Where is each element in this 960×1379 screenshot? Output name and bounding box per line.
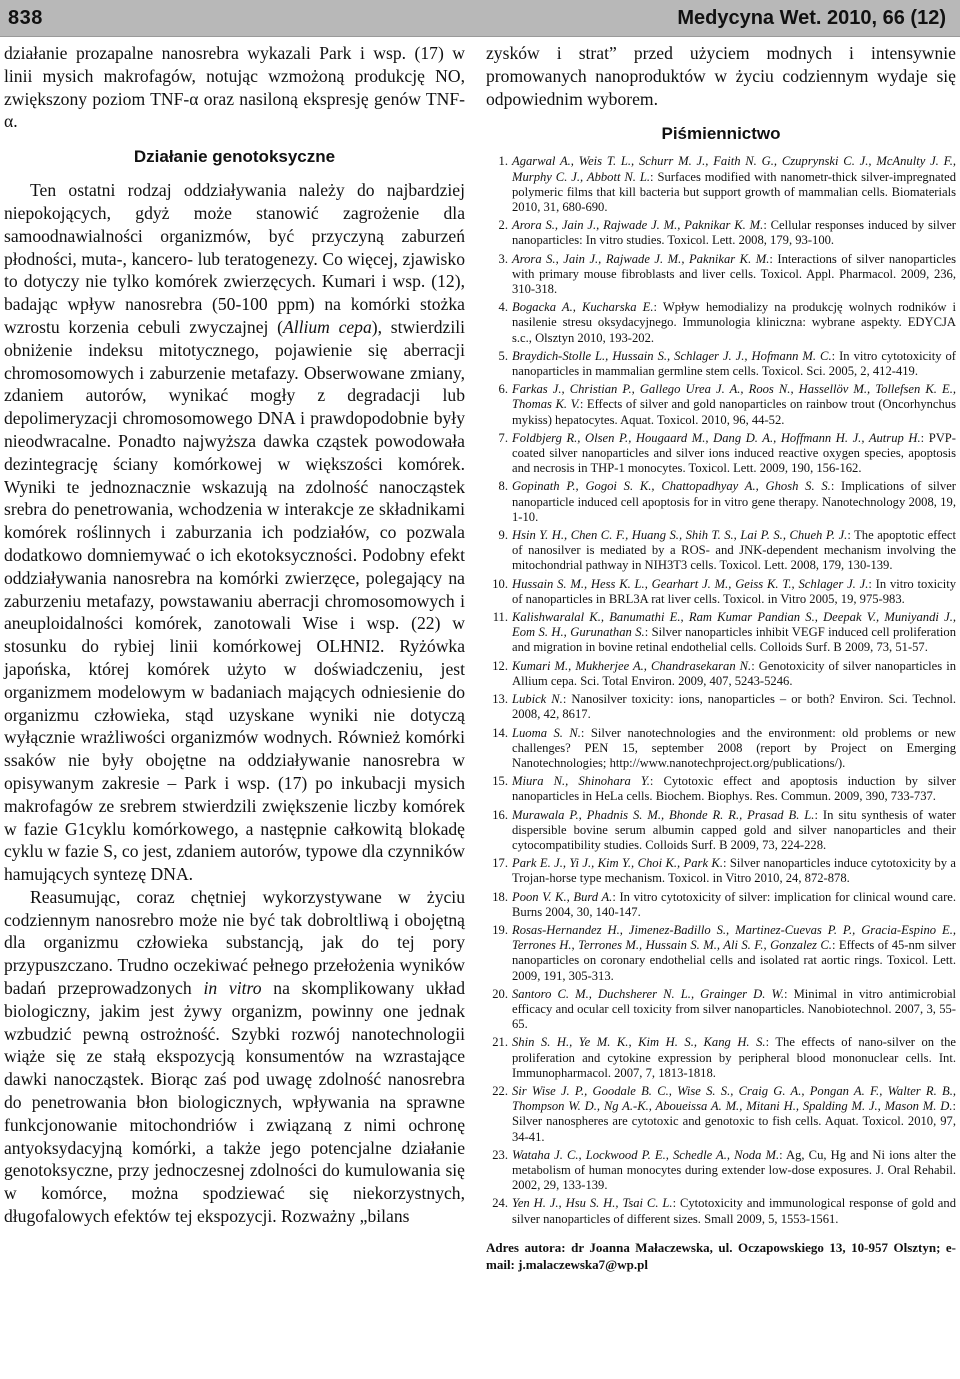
reference-authors: Bogacka A., Kucharska E. [512,300,654,315]
reference-item [486,382,956,428]
references-title: Piśmiennictwo [661,124,781,144]
reference-text [512,382,956,428]
reference-number: 21. [492,1035,508,1050]
reference-text [512,774,956,804]
reference-text [512,1148,956,1194]
reference-item [486,1084,956,1145]
reference-number: 24. [492,1196,508,1211]
reference-title: : In vitro cytotoxicity of nanoparticles in mammalian germline stem cells. Toxicol. Sci. 2005, 2, 412-419. [512,348,956,379]
reference-title: : Effects of 45-nm silver nanoparticles on coronary endothelial cells and isolated rat aortic rings. Toxicol. Lett. 2009, 191, 305-313. [512,938,956,983]
reference-title: : Genotoxicity of silver nanoparticles in Allium cepa. Sci. Total Environ. 2009, 407, 5243-5246. [512,658,956,688]
reference-title: : In vitro toxicity of nanoparticles in BRL3A rat liver cells. Toxicol. in Vitro 2005, 19, 975-983. [512,576,957,606]
reference-authors: Murawala P., Phadnis S. M., Bhonde R. R., Prasad B. L. [512,807,815,822]
paragraph-summary [4,886,465,1228]
reference-authors: Sir Wise J. P., Goodale B. C., Wise S. S., Craig G. A., Pongan A. F., Walter R. B., Thompson W. D., Ng A.-K., Aboueissa A. M., Mitani H., Spalding M. J., Mason M. D. [512,1083,956,1114]
reference-title: : In vitro cytotoxicity of silver: implication for clinical wound care. Burns 2004, 30, 140-147. [512,889,956,919]
reference-title: : Silver nanotechnologies and the environment: old problems or new challenges? PEN 15, september 2008 (report by Project on Emerging Nanotechnologies; http://www.nanotechproject.org/publications/). [512,725,957,770]
reference-text [512,479,956,525]
reference-item [486,1035,956,1081]
reference-text [512,1035,956,1081]
reference-item [486,923,956,984]
reference-item [486,577,956,607]
paragraph-summary-part1: Reasumując, coraz chętniej wykorzystywane w życiu codziennym nanosrebro może nie być tak dobroltliwą i obojętną dla organizmu człowieka substancją, jak do tej pory przypuszczano. Trudno oczekiwać pełnego przełożenia wyników badań przeprowadzonych [4,886,465,999]
paragraph-genotoxic-part2: ), stwierdzili obniżenie indeksu mitotycznego, pojawienie się aberracji chromosomowych i zaburzenie metafazy. Obserwowane zmiany, zdaniem autorów, wynikać mogły z degradacji lub depolimeryzacji chromosomowego DNA i prawdopodobnie były nieodwracalne. Ponadto najwyższa dawka cząstek powodowała dezintegrację ściany komórkowej w większości komórek. Wyniki te jednoznacznie wskazują na zdolność nanocząstek srebra do penetrowania, wchodzenia w interakcje ze składnikami komórek roślinnych i zaburzania ich podziałów, co pozwala dodatkowo domniemywać o ich ekotoksyczności. Podobny efekt oddziaływania nanosrebra na komórki zwierzęce, polegający na zaburzeniu metafazy, powstawaniu aberracji chromosomowych i aneuploidalności komórek, zanotowali Wise i wsp. (22) w stosunku do rybiej linii komórkowej OLHNI2. Ryżówka japońska, której komórek użyto w doświadczeniu, jest organizmem modelowym w badaniach mających odniesienie do organizmu człowieka, stąd uzyskane wyniki nie dotyczą wyłącznie wrażliwości organizmów wodnych. Również komórki ssaków nie były obojętne na oddziaływanie nanosrebra w opisywanym zakresie – Park i wsp. (17) po inkubacji mysich makrofagów ze srebrem stwierdzili zwiększenie liczby komórek w fazie G1cyklu komórkowego, a następnie całkowitą blokadę cyklu w fazie S, co jest, zdaniem autorów, typowe dla czynników hamujących syntezę DNA. [4,316,465,885]
reference-authors: Yen H. J., Hsu S. H., Tsai C. L. [512,1196,673,1211]
reference-title: : PVP-coated silver nanoparticles and silver ions induced reactive oxygen species, apoptosis and necrosis in THP-1 monocytes. Toxicol. Lett. 2009, 190, 156-162. [512,430,956,476]
reference-title: : Silver nanoparticles induce cytotoxicity by a Trojan-horse type mechanism. Toxicol. in Vitro 2010, 24, 872-878. [512,856,956,886]
paragraph-genotoxic [4,179,465,886]
reference-title: : In situ synthesis of water dispersible bovine serum albumin capped gold and silver nanoparticles and their cytocompatibility studies. Colloids Surf. B 2009, 73, 224-228. [512,807,956,852]
reference-text [512,610,956,656]
reference-authors: Shin S. H., Ye M. K., Kim H. S., Kang H. S. [512,1035,766,1050]
reference-text [512,218,956,248]
reference-number: 13. [492,692,508,707]
reference-number: 14. [492,725,508,740]
page-header [0,0,960,37]
reference-number: 10. [492,576,508,591]
reference-title: : Silver nanoparticles inhibit VEGF induced cell proliferation and migration in bovine retinal endothelial cells. Colloids Surf. B 2009, 73, 51-57. [512,625,956,655]
reference-authors: Poon V. K., Burd A. [512,889,613,904]
reference-title: : Implications of silver nanoparticle induced cell apoptosis for in vitro gene therapy. Nanotechnology 2008, 19, 1-10. [512,479,956,524]
reference-item [486,610,956,656]
reference-text [512,692,956,722]
reference-authors: Foldbjerg R., Olsen P., Hougaard M., Dang D. A., Hoffmann H. J., Autrup H. [512,430,921,445]
reference-authors: Arora S., Jain J., Rajwade J. M., Paknikar K. M. [512,251,770,266]
author-address: Adres autora: dr Joanna Małaczewska, ul. Oczapowskiego 13, 10-957 Olsztyn; e-mail: j.malaczewska7@wp.pl [486,1239,956,1272]
reference-authors: Farkas J., Christian P., Gallego Urea J. A., Roos N., Hassellöv M., Tollefsen K. E., Thomas K. V. [512,382,956,412]
reference-authors: Agarwal A., Weis T. L., Schurr M. J., Faith N. G., Czuprynski C. J., McAnulty J. F., Murphy C. J., Abbott N. L. [512,154,956,184]
reference-title: : Nanosilver toxicity: ions, nanoparticles – or both? Environ. Sci. Technol. 2008, 42, 8617. [512,692,956,722]
paragraph-summary-italic: in vitro [203,978,262,999]
reference-authors: Kumari M., Mukherjee A., Chandrasekaran N. [512,658,752,673]
reference-number: 20. [492,986,508,1001]
reference-item [486,856,956,886]
reference-authors: Wataha J. C., Lockwood P. E., Schedle A., Noda M. [512,1147,780,1162]
reference-number: 23. [492,1147,508,1162]
reference-title: : Silver nanospheres are cytotoxic and genotoxic to fish cells. Aquat. Toxicol. 2010, 97, 34-41. [512,1099,956,1144]
reference-item [486,774,956,804]
paragraph-intro: działanie prozapalne nanosrebra wykazali Park i wsp. (17) w linii mysich makrofagów, notując wzmożoną produkcję NO, zwiększony poziom TNF-α oraz nasiloną ekspresję genów TNF-α. [4,43,465,132]
paragraph-genotoxic-part1: Ten ostatni rodzaj oddziaływania należy do najbardziej niepokojących, gdyż może stanowić zagrożenie dla samoodnawialności organizmów, być przyczyną zaburzeń płodności, muta-, kancero- lub teratogenezy. Co więcej, zjawisko to dotyczy nie tylko komórek zwierzęcych. Kumari i wsp. (12), badając wpływ nanosrebra (50-100 ppm) na komórki stożka wzrostu korzenia cebuli zwyczajnej ( [4,180,465,337]
reference-item [486,431,956,477]
reference-number: 5. [498,348,508,363]
reference-title: : The effects of nano-silver on the proliferation and cytokine expression by peripheral blood mononuclear cells. Int. Immunopharmacol. 2007, 7, 1813-1818. [512,1035,956,1080]
reference-text [512,987,956,1033]
section-title: Działanie genotoksyczne [133,147,336,167]
reference-title: : Minimal in vitro antimicrobial efficacy and ocular cell toxicity from silver nanoparticles. Nanobiotechnol. 2007, 3, 55-65. [512,986,956,1032]
reference-item [486,987,956,1033]
reference-number: 7. [498,430,508,445]
reference-text [512,808,956,854]
reference-text [512,890,956,920]
reference-item [486,218,956,248]
reference-authors: Braydich-Stolle L., Hussain S., Schlager J. J., Hofmann M. C. [512,348,832,363]
reference-authors: Park E. J., Yi J., Kim Y., Choi K., Park K. [512,856,723,871]
reference-authors: Rosas-Hernandez H., Jimenez-Badillo S., Martinez-Cuevas P. P., Gracia-Espino E., Terrones H., Terrones M., Hussain S. M., Ali S. F., Gonzalez C. [512,922,956,953]
reference-number: 9. [498,528,508,543]
reference-item [486,808,956,854]
reference-authors: Hussain S. M., Hess K. L., Gearhart J. M., Geiss K. T., Schlager J. J. [512,576,869,591]
reference-text [512,726,956,772]
reference-authors: Miura N., Shinohara Y. [512,774,650,789]
reference-number: 19. [492,922,508,937]
reference-number: 3. [498,251,508,266]
reference-text [512,349,956,379]
reference-authors: Luoma S. N. [512,725,581,740]
journal-citation: Medycyna Wet. 2010, 66 (12) [677,7,946,29]
reference-text [512,300,956,346]
reference-number: 4. [498,300,508,315]
reference-title: : Surfaces modified with nanometr-thick silver-impregnated polymeric films that kill bacteria but support growth of mammalian cells. Biomaterials 2010, 31, 680-690. [512,169,956,214]
reference-item [486,154,956,215]
reference-authors: Santoro C. M., Duchsherer N. L., Grainger D. W. [512,986,784,1001]
reference-text [512,431,956,477]
reference-item [486,349,956,379]
reference-item [486,692,956,722]
reference-text [512,923,956,984]
reference-text [512,856,956,886]
reference-item [486,659,956,689]
reference-title: : Cytotoxic effect and apoptosis induction by silver nanoparticles in HeLa cells. Biochem. Biophys. Res. Commun. 2009, 390, 733-737. [512,774,956,804]
reference-number: 15. [492,774,508,789]
reference-number: 11. [492,610,508,625]
reference-text [512,1196,956,1226]
page-number: 838 [8,7,43,29]
reference-number: 17. [492,856,508,871]
reference-item [486,890,956,920]
reference-text [512,659,956,689]
reference-authors: Hsin Y. H., Chen C. F., Huang S., Shih T. S., Lai P. S., Chueh P. J. [512,528,848,543]
left-column [4,42,465,1228]
references-list [486,154,956,1226]
reference-number: 6. [498,382,508,397]
reference-number: 2. [498,218,508,233]
reference-title: : Cellular responses induced by silver nanoparticles: In vitro studies. Toxicol. Lett. 2008, 179, 93-100. [512,218,956,248]
reference-item [486,726,956,772]
reference-authors: Arora S., Jain J., Rajwade J. M., Paknikar K. M. [512,218,764,233]
reference-item [486,528,956,574]
reference-number: 12. [492,658,508,673]
reference-item [486,252,956,298]
reference-authors: Lubick N. [512,692,563,707]
paragraph-genotoxic-italic: Allium cepa [282,316,372,337]
paragraph-continued: zysków i strat” przed użyciem modnych i intensywnie promowanych nanoproduktów w życiu codziennym wydaje się odpowiednim wyborem. [486,43,956,109]
reference-title: : Wpływ hemodializy na produkcję wolnych rodników i nasilenie stresu oksydacyjnego. Immunologia kliniczna: wybrane aspekty. EDYCJA s.c., Olsztyn 2010, 193-202. [512,300,956,345]
reference-text [512,577,956,607]
reference-text [512,154,956,215]
reference-title: : Cytotoxicity and immunological response of gold and silver nanoparticles of different sizes. Small 2009, 5, 1553-1561. [512,1196,956,1226]
reference-number: 22. [492,1083,508,1098]
reference-number: 16. [492,807,508,822]
reference-number: 8. [498,479,508,494]
reference-text [512,1084,956,1145]
reference-text [512,252,956,298]
reference-title: : Effects of silver and gold nanoparticles on rainbow trout (Oncorhynchus mykiss) hepatocytes. Aquat. Toxicol. 2010, 96, 44-52. [512,397,956,427]
reference-item [486,1196,956,1226]
reference-title: : The apoptotic effect of nanosilver is mediated by a ROS- and JNK-dependent mechanism involving the mitochondrial pathway in NIH3T3 cells. Toxicol. Lett. 2008, 179, 130-139. [512,528,956,573]
reference-title: : Ag, Cu, Hg and Ni ions alter the metabolism of human monocytes during extender low-dose exposures. J. Oral Rehabil. 2002, 29, 133-139. [512,1147,957,1193]
reference-title: : Interactions of silver nanoparticles with primary mouse fibroblasts and liver cells. Toxicol. Appl. Pharmacol. 2009, 236, 310-318. [512,251,956,297]
reference-text [512,528,956,574]
reference-authors: Kalishwaralal K., Banumathi E., Ram Kumar Pandian S., Deepak V., Muniyandi J., Eom S. H., Gurunathan S. [512,610,956,640]
reference-number: 18. [492,889,508,904]
reference-item [486,300,956,346]
reference-authors: Gopinath P., Gogoi S. K., Chattopadhyay A., Ghosh S. S. [512,479,831,494]
reference-number: 1. [498,154,508,169]
reference-item [486,1148,956,1194]
reference-item [486,479,956,525]
paragraph-summary-part2: na skomplikowany układ biologiczny, jakim jest żywy organizm, powinny one jednak wzbudzić pewną ostrożność. Szybki rozwój nanotechnologii wiąże się ze stałą ekspozycją konsumentów na wzrastające dawki nanocząstek. Biorąc zaś pod uwagę zdolność nanosrebra do penetrowania błon biologicznych, wpływania na sprawne funkcjonowanie mitochondriów i związaną z nimi ochronę antyoksydacyjną komórki, a także jego potencjalne działanie genotoksyczne, przy jednoczesnej zdolności do kumulowania się w komórce, można spodziewać się niekorzystnych, długofalowych efektów tej ekspozycji. Rozważny „bilans [4,978,465,1227]
right-column [486,42,956,1273]
